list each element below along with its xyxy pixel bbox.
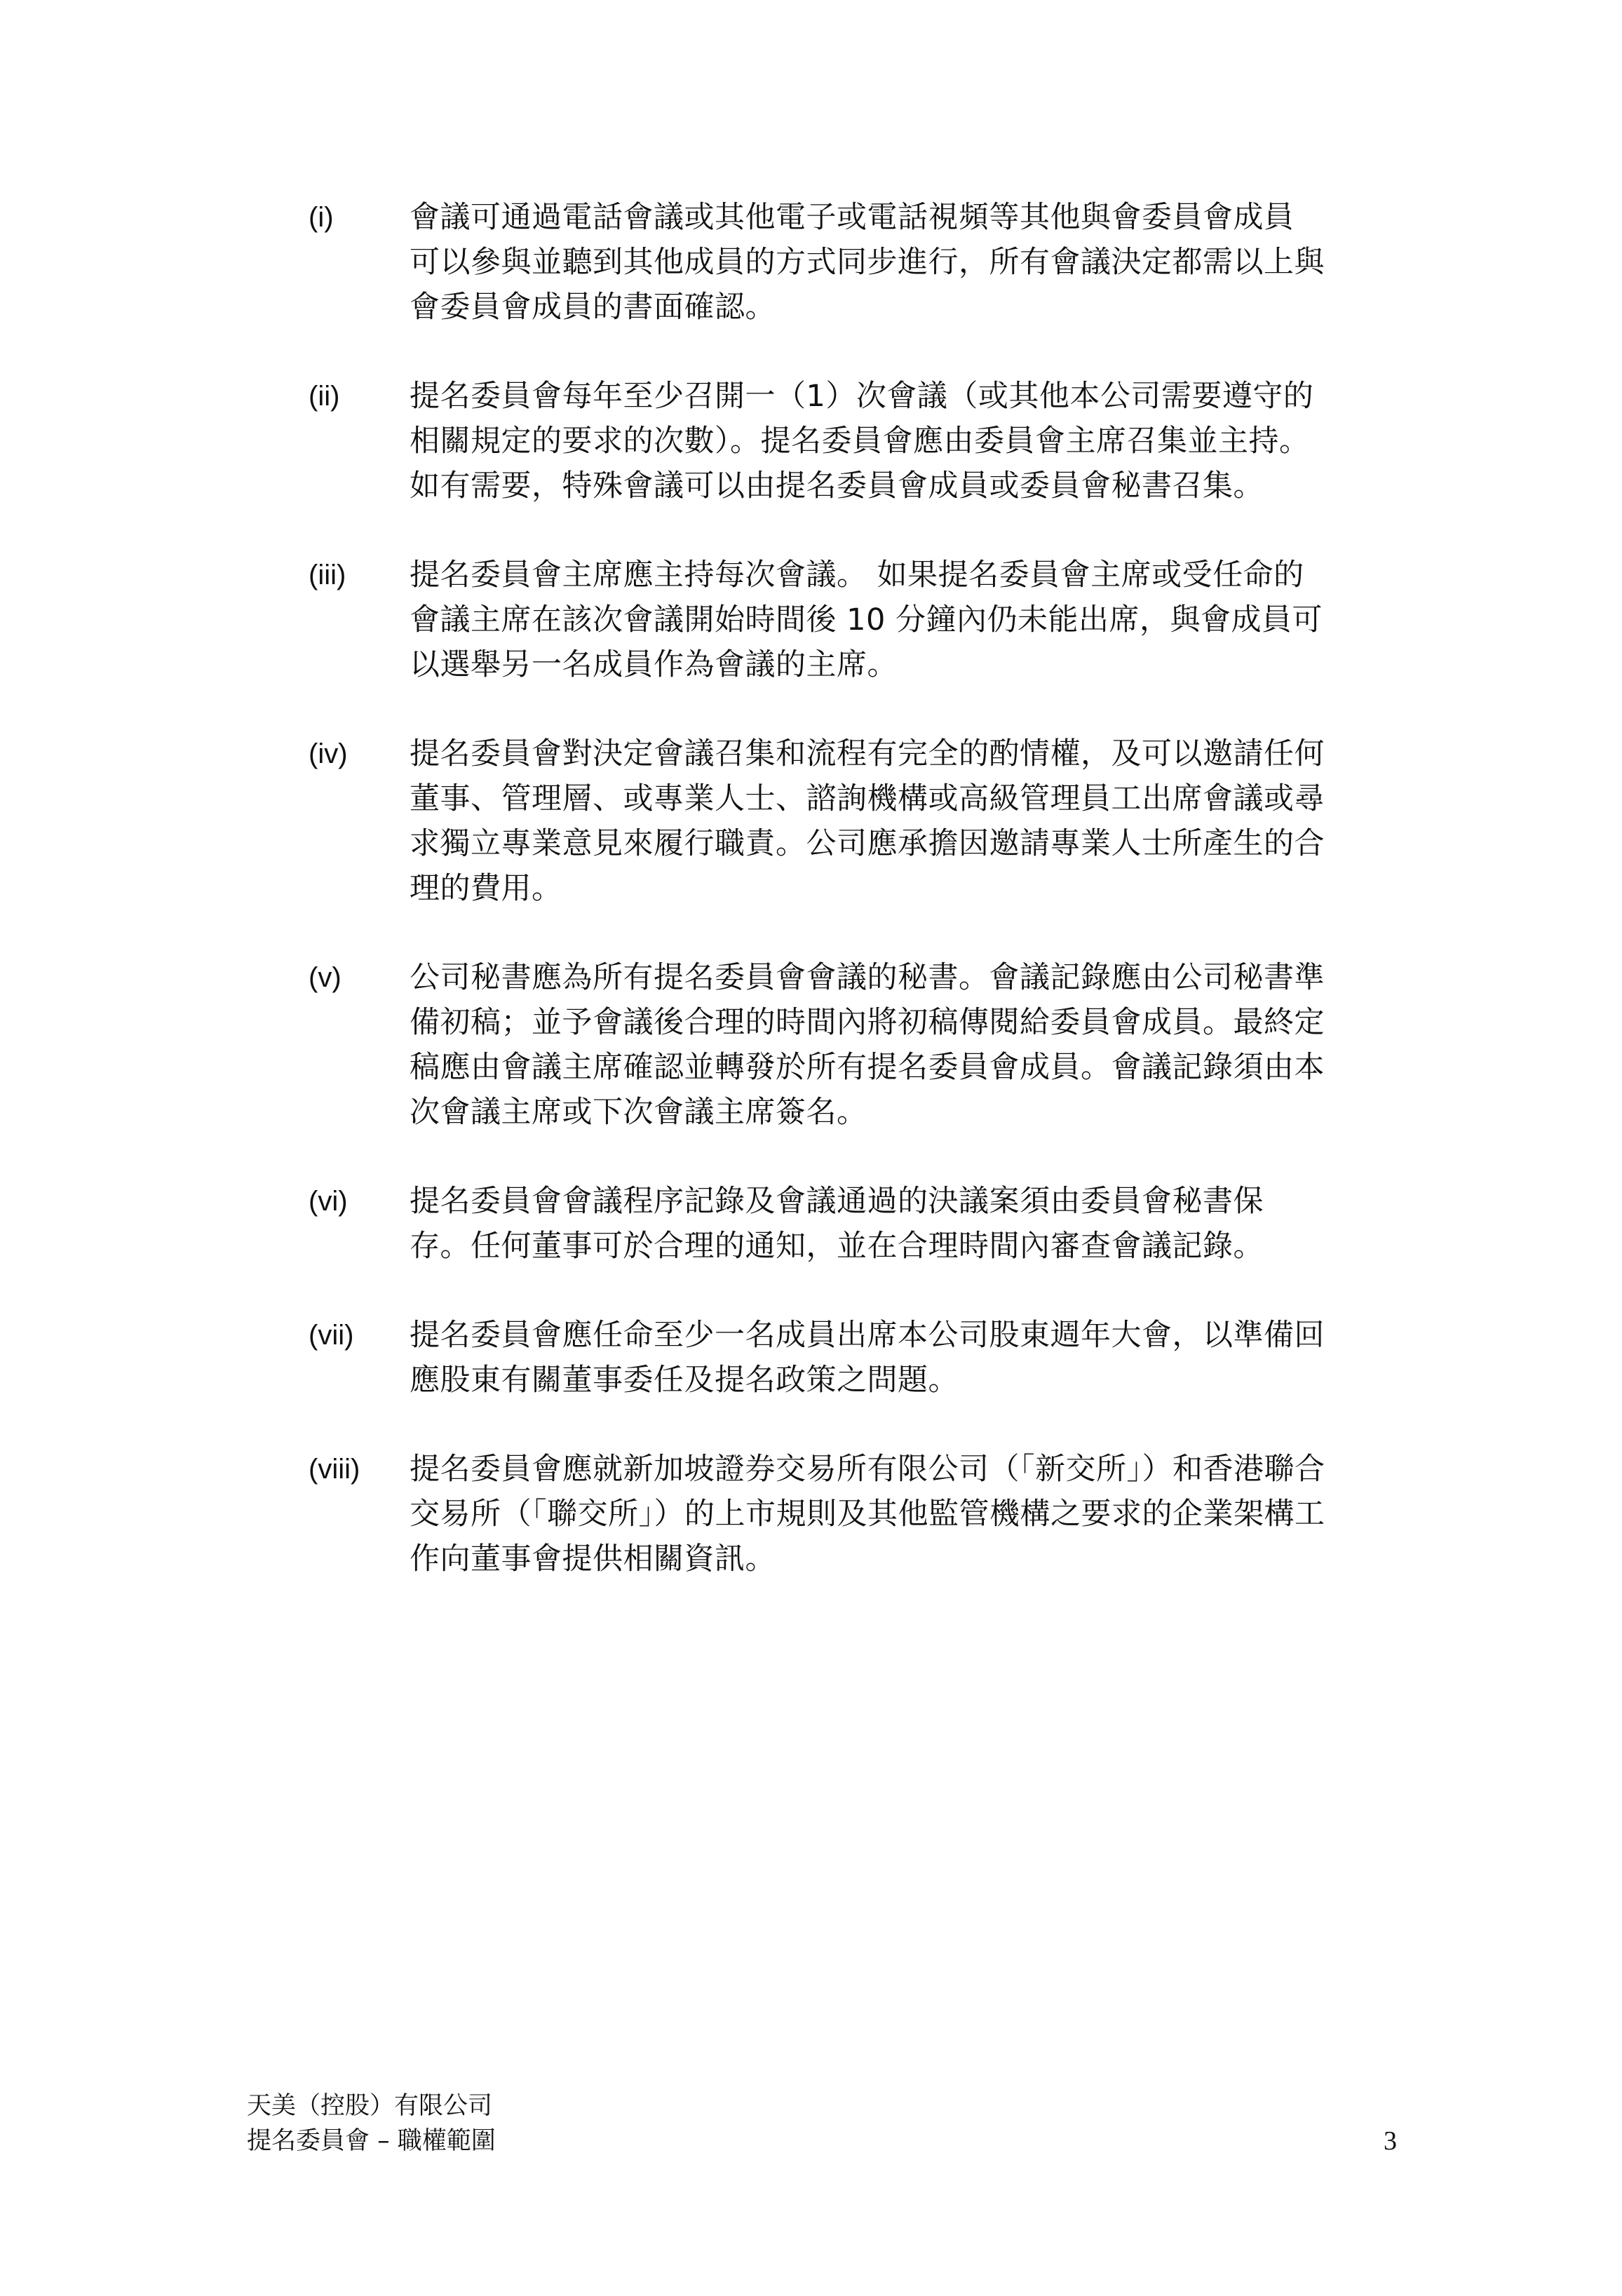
clause-text (410, 1447, 1388, 1581)
clause-number: (i) (309, 202, 334, 233)
clause-text (410, 1313, 1388, 1403)
clause-text-line: 如有需要，特殊會議可以由提名委員會成員或委員會秘書召集。 (410, 468, 1264, 504)
clause-text-line: 以選舉另一名成員作為會議的主席。 (410, 647, 898, 682)
clause-text-line: 稿應由會議主席確認並轉發於所有提名委員會成員。會議記錄須由本 (410, 1050, 1325, 1085)
clause-item (309, 553, 1403, 687)
clause-text-line: 提名委員會對決定會議召集和流程有完全的酌情權，及可以邀請任何 (410, 736, 1325, 771)
clause-text-line: 可以參與並聽到其他成員的方式同步進行，所有會議決定都需以上與 (410, 245, 1325, 280)
clause-text-line: 提名委員會每年至少召開一（1）次會議（或其他本公司需要遵守的 (410, 379, 1314, 414)
clause-text-line: 會委員會成員的書面確認。 (410, 290, 776, 325)
clause-text-line: 交易所（「聯交所」）的上市規則及其他監管機構之要求的企業架構工 (410, 1497, 1325, 1532)
clause-text-line: 應股東有關董事委任及提名政策之問題。 (410, 1363, 959, 1398)
clause-item (309, 374, 1403, 508)
clause-text-line: 公司秘書應為所有提名委員會會議的秘書。會議記錄應由公司秘書準 (410, 960, 1325, 995)
clause-text (410, 374, 1388, 508)
clause-number: (ii) (309, 381, 340, 412)
clause-item (309, 731, 1403, 911)
clause-text-line: 作向董事會提供相關資訊。 (410, 1541, 776, 1576)
clause-text-line: 次會議主席或下次會議主席簽名。 (410, 1095, 867, 1130)
clause-text (410, 955, 1388, 1135)
clause-text (410, 731, 1388, 911)
clause-item (309, 1447, 1403, 1581)
clause-text (410, 1179, 1388, 1269)
clause-text-line: 求獨立專業意見來履行職責。公司應承擔因邀請專業人士所產生的合 (410, 826, 1325, 861)
clause-number: (vii) (309, 1320, 354, 1351)
clause-list (309, 195, 1403, 1626)
footer-company-name: 天美（控股）有限公司 (247, 2092, 493, 2120)
clause-text-line: 提名委員會會議程序記錄及會議通過的決議案須由委員會秘書保 (410, 1184, 1264, 1219)
clause-text-line: 會議主席在該次會議開始時間後 10 分鐘內仍未能出席，與會成員可 (410, 602, 1323, 637)
clause-number: (viii) (309, 1454, 360, 1485)
clause-text-line: 提名委員會應任命至少一名成員出席本公司股東週年大會，以準備回 (410, 1318, 1325, 1353)
page-number: 3 (1384, 2126, 1397, 2156)
clause-text-line: 備初稿；並予會議後合理的時間內將初稿傳閱給委員會成員。最終定 (410, 1005, 1325, 1040)
clause-text-line: 存。任何董事可於合理的通知，並在合理時間內審查會議記錄。 (410, 1229, 1264, 1264)
clause-text-line: 提名委員會主席應主持每次會議。 如果提名委員會主席或受任命的 (410, 558, 1304, 593)
clause-text-line: 會議可通過電話會議或其他電子或電話視頻等其他與會委員會成員 (410, 200, 1295, 235)
clause-item (309, 955, 1403, 1135)
clause-item (309, 1313, 1403, 1403)
clause-text-line: 提名委員會應就新加坡證券交易所有限公司（「新交所」）和香港聯合 (410, 1452, 1325, 1487)
clause-text-line: 董事、管理層、或專業人士、諮詢機構或高級管理員工出席會議或尋 (410, 781, 1325, 816)
clause-number: (iii) (309, 560, 346, 590)
clause-number: (iv) (309, 738, 348, 769)
clause-item (309, 195, 1403, 330)
clause-text (410, 553, 1388, 687)
clause-item (309, 1179, 1403, 1269)
page-footer (247, 2088, 1397, 2159)
clause-text (410, 195, 1388, 330)
clause-number: (v) (309, 962, 342, 993)
clause-text-line: 相關規定的要求的次數）。提名委員會應由委員會主席召集並主持。 (410, 424, 1310, 459)
clause-text-line: 理的費用。 (410, 871, 562, 906)
clause-number: (vi) (309, 1186, 348, 1217)
footer-document-title: 提名委員會 – 職權範圍 (247, 2127, 496, 2155)
